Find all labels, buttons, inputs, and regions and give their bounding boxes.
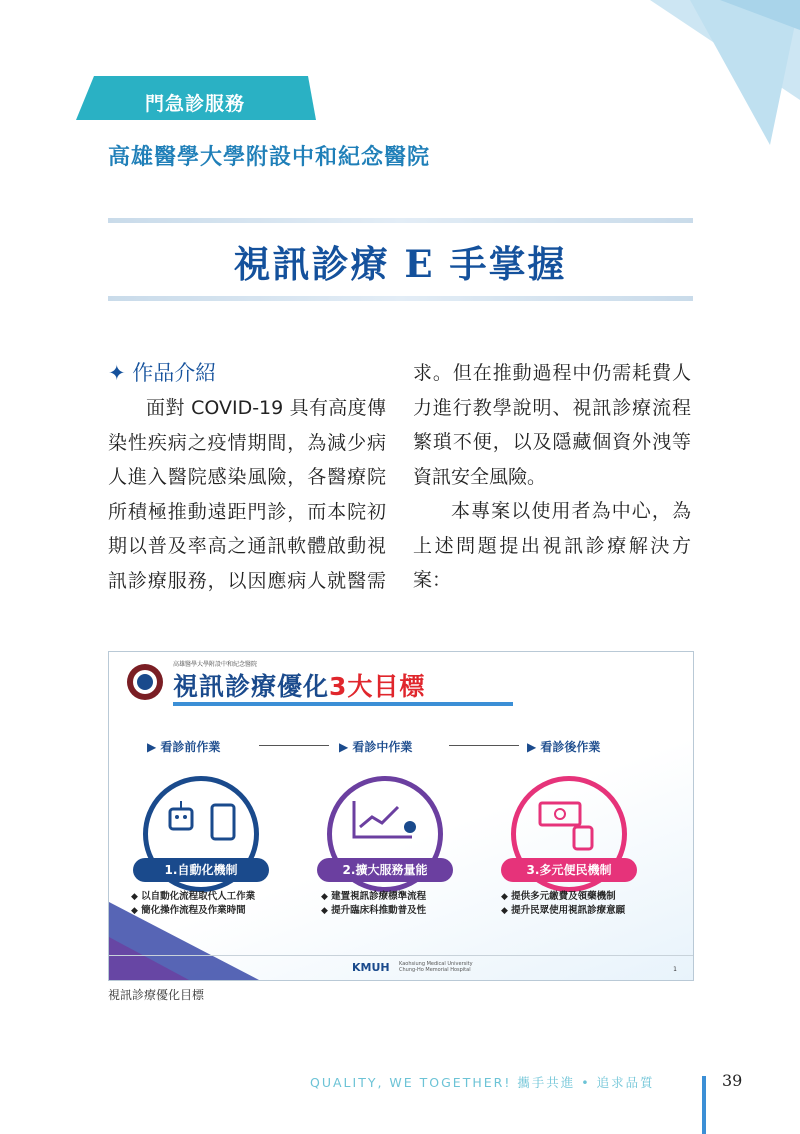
stage-connector-1 [259,745,329,746]
section-tag: 門急診服務 [145,93,246,115]
bullet: ◆ 簡化操作流程及作業時間 [131,904,255,918]
article-column-left [108,356,386,391]
page-number: 39 [722,1071,743,1090]
title-rule-top [108,218,693,223]
hospital-name: 高雄醫學大學附設中和紀念醫院 [108,145,431,170]
star-icon: ✦ [108,361,126,385]
bullet: ◆ 以自動化流程取代人工作業 [131,890,255,904]
bullet: ◆ 建置視訊診療標準流程 [321,890,426,904]
footer-tagline: QUALITY, WE TOGETHER! 攜手共進 • 追求品質 [310,1075,655,1090]
paragraph-1-part-b [413,356,691,494]
goal-bullets-convenience [501,890,625,918]
corner-decoration [650,0,800,145]
figure-title-underline [173,702,513,706]
goal-pill-capacity: 2.擴大服務量能 [317,858,453,882]
stage-label-3: ▶ 看診後作業 [527,740,601,754]
section-heading-text: 作品介紹 [132,361,217,385]
paragraph-2: 本專案以使用者為中心，為上述問題提出視訊診療解決方案： [413,500,691,592]
goal-pill-convenience: 3.多元便民機制 [501,858,637,882]
figure-hospital-name: 高雄醫學大學附設中和紀念醫院 [173,661,258,668]
paragraph-1-part-a [108,391,386,601]
stage-connector-2 [449,745,519,746]
footer-bar [702,1076,706,1134]
slide-number: 1 [673,966,677,973]
figure-slide [108,651,694,981]
bullet: ◆ 提供多元繳費及領藥機制 [501,890,625,904]
goal-bullets-capacity [321,890,426,918]
bullet: ◆ 提升民眾使用視訊診療意願 [501,904,625,918]
figure-caption: 視訊診療優化目標 [108,988,205,1002]
kmuh-subtitle [399,961,473,973]
figure-title [173,667,425,703]
article-column-right [413,494,691,598]
figure-title-highlight: 3大目標 [329,672,426,701]
paragraph-1-continued: 求。但在推動過程中仍需耗費人力進行教學說明、視訊診療流程繁瑣不便，以及隱藏個資外洩等資訊安全風險。 [413,361,691,488]
kmuh-subtitle-line-2: Chung-Ho Memorial Hospital [399,967,471,973]
robot-phone-icon [148,781,254,861]
goal-pill-automation: 1.自動化機制 [133,858,269,882]
figure-title-main: 視訊診療優化 [173,672,330,701]
paragraph-1: 面對 COVID-19 具有高度傳染性疾病之疫情期間，為減少病人進入醫院感染風險，各醫療院所積極推動遠距門診，而本院初期以普及率高之通訊軟體啟動視訊診療服務，以因應病人就醫需 [108,397,386,592]
section-heading [108,356,386,391]
stage-label-2: ▶ 看診中作業 [339,740,413,754]
bullet: ◆ 提升臨床科推動普及性 [321,904,426,918]
kmuh-subtitle-line-1: Kaohsiung Medical University [399,961,473,967]
growth-chart-doctor-icon [332,781,438,861]
title-rule-bottom [108,296,693,301]
money-medicine-icon [516,781,622,861]
goal-bullets-automation [131,890,255,918]
stage-label-1: ▶ 看診前作業 [147,740,221,754]
page-title: 視訊診療 E 手掌握 [233,242,567,286]
figure-footer-rule [109,955,693,956]
kmuh-logo: KMUH [352,961,390,974]
